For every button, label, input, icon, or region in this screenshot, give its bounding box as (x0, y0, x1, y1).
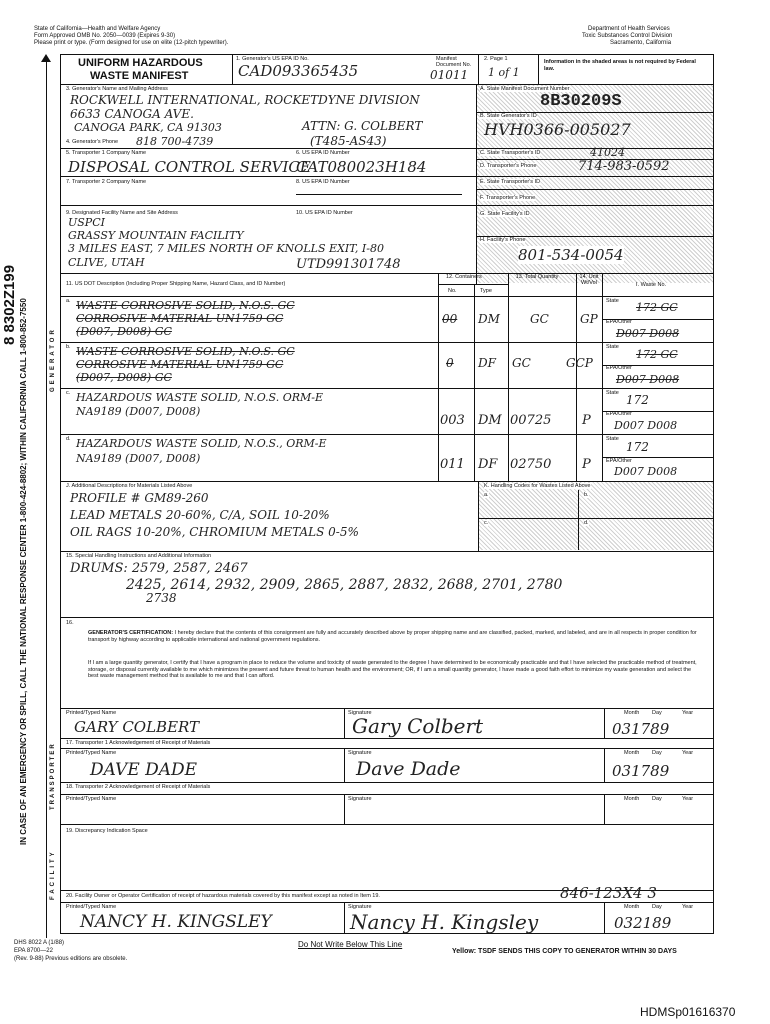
row-desc2: NA9189 (D007, D008) (76, 405, 201, 418)
containers-header: 12. Containers (446, 274, 482, 280)
state-label: State (606, 390, 619, 396)
row-qty: 02750 (510, 457, 552, 472)
state-doc-number: 8B30209S (540, 92, 622, 111)
doc-no: 01011 (430, 68, 469, 82)
handling-codes-area (479, 482, 713, 550)
row-state: 172 (626, 440, 649, 454)
row-unit: P (582, 457, 591, 472)
row-epa: D007 D008 (616, 327, 680, 340)
row-letter: d. (66, 436, 71, 442)
state-gen-id-label: B. State Generator's ID (480, 113, 537, 119)
gen-month-label: Month (624, 710, 640, 716)
arrow-up-icon (41, 54, 51, 62)
generator-attn: ATTN: G. COLBERT (302, 119, 423, 133)
page-label: 2. Page 1 (484, 56, 508, 62)
desc-header: 11. US DOT Description (Including Proper Shipping Name, Hazard Class, and ID Number) (66, 281, 286, 287)
t1-year-label: Year (682, 750, 694, 756)
special-line2: 2425, 2614, 2932, 2909, 2865, 2887, 2832, 2688, 2701, 2780 (126, 577, 563, 593)
generator-label: 3. Generator's Name and Mailing Address (66, 86, 168, 92)
transporter1-epa-id: CAT080023H184 (296, 158, 427, 176)
transporter2-id-boxes (296, 194, 462, 195)
handling-label: K. Handling Codes for Wastes Listed Above (484, 483, 591, 489)
cert-heading: GENERATOR'S CERTIFICATION: (88, 630, 174, 636)
left-arrow-line (46, 58, 47, 938)
facility-id-label2: 10. US EPA ID Number (296, 210, 353, 216)
f20-note: 846-123X4 3 (560, 884, 657, 902)
special-label: 15. Special Handling Instructions and Additional Information (66, 553, 212, 559)
generator-phone: 818 700-4739 (136, 135, 214, 148)
row-epa: D007 D008 (614, 465, 678, 478)
yellow-copy-note: Yellow: TSDF SENDS THIS COPY TO GENERATOR WITHIN 30 DAYS (452, 948, 677, 955)
row-type: DF (478, 356, 496, 370)
t2-printed-label: Printed/Typed Name (66, 796, 117, 802)
t1-month-label: Month (624, 750, 640, 756)
gen-signature: Gary Colbert (352, 714, 484, 738)
t2-month-label: Month (624, 796, 640, 802)
state-trans-id-label: C. State Transporter's ID (480, 150, 541, 156)
generator-street: 6633 CANOGA AVE. (70, 107, 194, 121)
gen-day-label: Day (652, 710, 662, 716)
row-desc1: HAZARDOUS WASTE SOLID, N.O.S. ORM-E (76, 391, 324, 404)
containers-type-header: Type (480, 288, 492, 294)
do-not-write: Do Not Write Below This Line (298, 940, 403, 949)
t1-signature-label: Signature (348, 750, 372, 756)
t2-day-label: Day (652, 796, 662, 802)
waste-no-header: I. Waste No. (636, 282, 667, 288)
row-type: DM (478, 413, 502, 428)
cert-text2: If I am a large quantity generator, I certify that I have a program in place to reduce the volume and toxicity of waste generated to the degree I have determined to be economically practicable and that I have selected the practicable method of treatment, storage, or disposal currently available to me which minimizes the present and future threat to human health and the environment; OR, if I am a small quantity generator, I have made a good faith effort to minimize my waste generation and select the best waste management method that is available to me and that I can afford. (88, 660, 697, 679)
row-epa: D007 D008 (616, 373, 680, 386)
footer-form1: DHS 8022 A (1/88) (14, 940, 65, 946)
gen-signature-label: Signature (348, 710, 372, 716)
dept-line2: Toxic Substances Control Division (582, 33, 673, 39)
trans-phone-label: D. Transporter's Phone (480, 163, 537, 169)
state-gen-id: HVH0366-005027 (484, 120, 631, 139)
bates-number: HDMSp01616370 (640, 1005, 736, 1019)
state-trans2-label: E. State Transporter's ID (480, 179, 541, 185)
footer-form3: (Rev. 9-88) Previous editions are obsolete. (14, 956, 128, 962)
facility-id-label: G. State Facility's ID (480, 211, 530, 217)
gen-date: 031789 (612, 720, 670, 738)
row-type: DM (478, 312, 500, 326)
additional-line1: PROFILE # GM89-260 (70, 491, 209, 505)
cert-num: 16. (66, 620, 74, 626)
row-desc2: CORROSIVE MATERIAL UN1759 GC (76, 358, 284, 371)
side-facility: FACILITY (50, 849, 56, 900)
row-unit: GP (580, 312, 598, 326)
t1-day-label: Day (652, 750, 662, 756)
row-desc3: (D007, D008) GC (76, 325, 172, 338)
t1-signature: Dave Dade (356, 758, 461, 780)
t1-printed-label: Printed/Typed Name (66, 750, 117, 756)
row-epa: D007 D008 (614, 419, 678, 432)
form-approved: Form Approved OMB No. 2050—0039 (Expires 9-30) (34, 33, 176, 39)
row-no: 003 (440, 413, 465, 428)
f20-month-label: Month (624, 904, 640, 910)
t2-signature-label: Signature (348, 796, 372, 802)
t1-printed-name: DAVE DADE (90, 760, 198, 780)
f20-date: 032189 (614, 914, 672, 932)
row-state: 172 GC (636, 348, 678, 361)
epa-other-label: EPA/Other (606, 411, 632, 417)
facility-phone: 801-534-0054 (518, 246, 624, 264)
side-generator: GENERATOR (50, 327, 56, 392)
facility-line2: GRASSY MOUNTAIN FACILITY (68, 229, 244, 242)
print-instruction: Please print or type. (Form designed for use on elite (12-pitch typewriter). (34, 40, 229, 46)
facility-line4: CLIVE, UTAH (68, 256, 145, 269)
row-no: 011 (440, 457, 465, 472)
qty-header: 13. Total Quantity (515, 274, 559, 280)
generator-mailcode: (T485-AS43) (310, 134, 387, 148)
row-letter: a. (66, 298, 71, 304)
row-letter: b. (66, 344, 71, 350)
generator-phone-label: 4. Generator's Phone (66, 139, 119, 145)
discrepancy-label: 19. Discrepancy Indication Space (66, 828, 148, 834)
facility-line3: 3 MILES EAST, 7 MILES NORTH OF KNOLLS EXIT, I-80 (68, 242, 384, 255)
row-letter: c. (66, 390, 71, 396)
generator-epa-id: CAD093365435 (238, 62, 359, 80)
transporter1-name: DISPOSAL CONTROL SERVICE (68, 158, 311, 176)
row-desc2: NA9189 (D007, D008) (76, 452, 201, 465)
dept-line3: Sacramento, California (610, 40, 672, 46)
t2-label: 18. Transporter 2 Acknowledgement of Receipt of Materials (66, 784, 211, 790)
f20-year-label: Year (682, 904, 694, 910)
generator-city: CANOGA PARK, CA 91303 (74, 121, 222, 134)
f20-day-label: Day (652, 904, 662, 910)
f20-printed-name: NANCY H. KINGSLEY (80, 912, 272, 932)
page-value: 1 of 1 (488, 66, 520, 79)
box1-label: 1. Generator's US EPA ID No. (236, 56, 309, 62)
transporter2-id-label: 8. US EPA ID Number (296, 179, 350, 185)
row-state: 172 GC (636, 301, 678, 314)
f20-label: 20. Facility Owner or Operator Certification of receipt of hazardous materials covered by this manifest except as noted in Item 19. (66, 893, 380, 899)
row-qty: GC (530, 312, 549, 326)
emergency-text: IN CASE OF AN EMERGENCY OR SPILL, CALL THE NATIONAL RESPONSE CENTER 1-800-424-8802; WITHIN CALIFORNIA CALL 1-800-852-7550 (19, 298, 28, 845)
row-no: 0 (446, 356, 454, 370)
row-qty: GC (512, 356, 531, 370)
gen-year-label: Year (682, 710, 694, 716)
state-label: State (606, 298, 619, 304)
f20-signature: Nancy H. Kingsley (350, 910, 539, 934)
row-unit: GCP (566, 356, 593, 370)
state-trans-id: 41024 (590, 146, 625, 159)
trans2-phone-label: F. Transporter's Phone (480, 195, 536, 201)
unit-header: 14. Unit Wt/Vol (579, 274, 599, 286)
facility-phone-label: H. Facility's Phone (480, 237, 526, 243)
transporter2-label: 7. Transporter 2 Company Name (66, 179, 147, 185)
footer-form2: EPA 8700—22 (14, 948, 53, 954)
row-desc1: WASTE CORROSIVE SOLID, N.O.S. GC (76, 299, 295, 312)
row-desc3: (D007, D008) GC (76, 371, 172, 384)
f20-signature-label: Signature (348, 904, 372, 910)
additional-label: J. Additional Descriptions for Materials Listed Above (66, 483, 193, 489)
agency-line: State of California—Health and Welfare Agency (34, 26, 161, 32)
epa-other-label: EPA/Other (606, 458, 632, 464)
doc-no-label: Manifest Document No. (436, 56, 472, 68)
transporter1-id-label: 6. US EPA ID Number (296, 150, 350, 156)
cert-text1: I hereby declare that the contents of this consignment are fully and accurately described above by proper shipping name and are classified, packed, marked, and labeled, and are in all respects in proper condition for transport by highway according to applicable international and national government regulations. (88, 630, 697, 643)
row-desc2: CORROSIVE MATERIAL UN1759 GC (76, 312, 284, 325)
row-qty: 00725 (510, 413, 552, 428)
t1-date: 031789 (612, 762, 670, 780)
additional-line2: LEAD METALS 20-60%, C/A, SOIL 10-20% (70, 508, 330, 522)
generator-name: ROCKWELL INTERNATIONAL, ROCKETDYNE DIVISION (70, 93, 420, 107)
left-control-number: 8 8302Z199 (1, 264, 18, 345)
gen-printed-name: GARY COLBERT (74, 718, 200, 736)
facility-epa-id: UTD991301748 (296, 257, 401, 272)
facility-name: USPCI (68, 216, 105, 229)
epa-other-label: EPA/Other (606, 365, 632, 371)
state-label: State (606, 436, 619, 442)
t2-year-label: Year (682, 796, 694, 802)
state-doc-label: A. State Manifest Document Number (480, 86, 570, 92)
f20-printed-label: Printed/Typed Name (66, 904, 117, 910)
row-no: 00 (442, 312, 458, 326)
containers-no-header: No. (448, 288, 457, 294)
side-transporter: TRANSPORTER (50, 742, 56, 810)
row-unit: P (582, 413, 591, 428)
trans-phone: 714-983-0592 (578, 159, 670, 174)
title-line2: WASTE MANIFEST (90, 70, 189, 82)
special-line1: DRUMS: 2579, 2587, 2467 (70, 561, 248, 576)
title-line1: UNIFORM HAZARDOUS (78, 57, 203, 69)
special-line3: 2738 (146, 591, 177, 605)
row-state: 172 (626, 393, 649, 407)
transporter1-label: 5. Transporter 1 Company Name (66, 150, 147, 156)
cert-block (88, 630, 700, 643)
row-desc1: HAZARDOUS WASTE SOLID, N.O.S., ORM-E (76, 437, 327, 450)
additional-line3: OIL RAGS 10-20%, CHROMIUM METALS 0-5% (70, 525, 359, 539)
t1-label: 17. Transporter 1 Acknowledgement of Receipt of Materials (66, 740, 211, 746)
row-type: DF (478, 457, 498, 472)
gen-printed-label: Printed/Typed Name (66, 710, 117, 716)
epa-other-label: EPA/Other (606, 319, 632, 325)
dept-line1: Department of Health Services (588, 26, 670, 32)
state-label: State (606, 344, 619, 350)
facility-label: 9. Designated Facility Name and Site Address (66, 210, 178, 216)
shaded-note: Information in the shaded areas is not required by Federal law. (544, 59, 696, 72)
row-desc1: WASTE CORROSIVE SOLID, N.O.S. GC (76, 345, 295, 358)
